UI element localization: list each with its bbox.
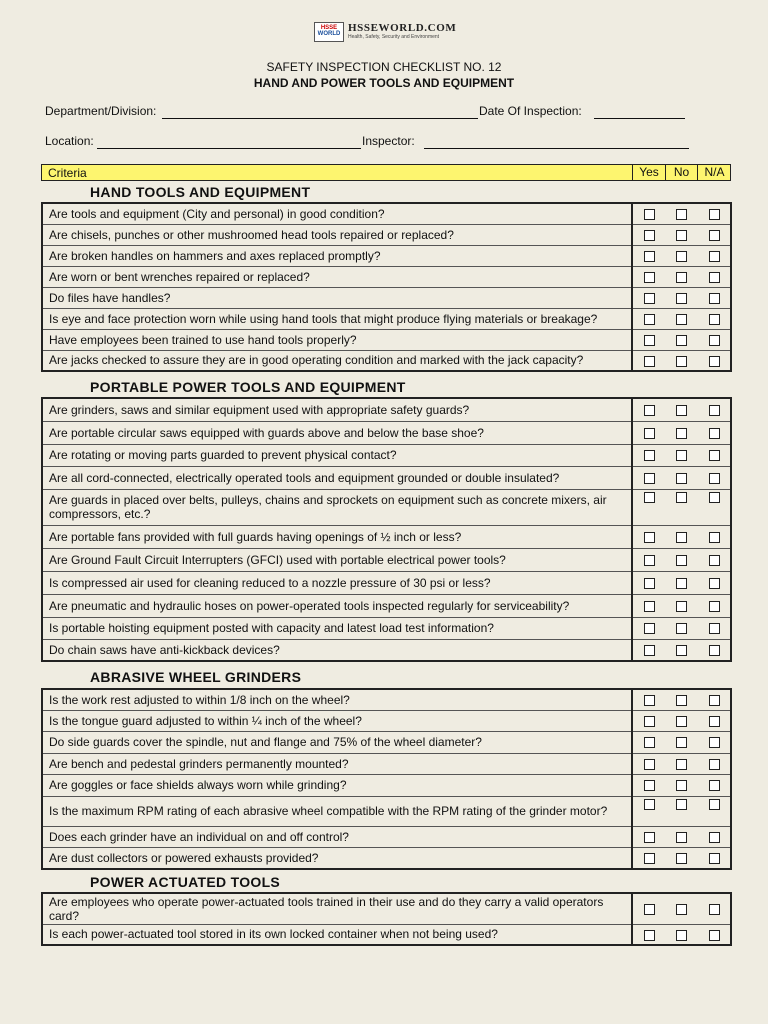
na-checkbox[interactable] xyxy=(709,578,720,589)
question-text: Are portable circular saws equipped with guards above and below the base shoe? xyxy=(42,421,632,444)
table-row xyxy=(42,525,731,548)
inspector-label: Inspector: xyxy=(362,134,415,148)
table-row xyxy=(42,571,731,594)
na-checkbox[interactable] xyxy=(709,272,720,283)
yes-checkbox[interactable] xyxy=(644,832,655,843)
date-label: Date Of Inspection: xyxy=(479,104,582,118)
no-checkbox[interactable] xyxy=(676,251,687,262)
section-title: HAND TOOLS AND EQUIPMENT xyxy=(90,184,311,200)
page-title: SAFETY INSPECTION CHECKLIST NO. 12 xyxy=(266,60,502,74)
table-row xyxy=(42,548,731,571)
question-text: Are chisels, punches or other mushroomed head tools repaired or replaced? xyxy=(42,224,632,245)
na-checkbox[interactable] xyxy=(709,645,720,656)
yes-checkbox[interactable] xyxy=(644,356,655,367)
department-field[interactable] xyxy=(162,118,478,119)
checklist-table xyxy=(41,892,732,946)
criteria-label: Criteria xyxy=(48,166,87,180)
no-checkbox[interactable] xyxy=(676,293,687,304)
na-checkbox[interactable] xyxy=(709,532,720,543)
section-title: PORTABLE POWER TOOLS AND EQUIPMENT xyxy=(90,379,406,395)
table-row xyxy=(42,753,731,774)
criteria-header xyxy=(41,164,731,181)
table-row xyxy=(42,203,731,224)
no-checkbox[interactable] xyxy=(676,904,687,915)
na-checkbox[interactable] xyxy=(709,450,720,461)
no-checkbox[interactable] xyxy=(676,356,687,367)
yes-checkbox[interactable] xyxy=(644,492,655,503)
table-row xyxy=(42,893,731,924)
department-label: Department/Division: xyxy=(45,104,157,118)
table-row xyxy=(42,774,731,796)
table-row xyxy=(42,731,731,753)
no-checkbox[interactable] xyxy=(676,450,687,461)
checklist-table xyxy=(41,688,732,870)
yes-checkbox[interactable] xyxy=(644,759,655,770)
no-checkbox[interactable] xyxy=(676,492,687,503)
na-checkbox[interactable] xyxy=(709,473,720,484)
no-checkbox[interactable] xyxy=(676,759,687,770)
question-text: Is eye and face protection worn while using hand tools that might produce flying materials or breakage? xyxy=(42,308,632,329)
yes-checkbox[interactable] xyxy=(644,716,655,727)
na-checkbox[interactable] xyxy=(709,251,720,262)
no-checkbox[interactable] xyxy=(676,230,687,241)
na-checkbox[interactable] xyxy=(709,695,720,706)
table-row xyxy=(42,421,731,444)
question-text: Are pneumatic and hydraulic hoses on power-operated tools inspected regularly for serviceability? xyxy=(42,594,632,617)
question-text: Does each grinder have an individual on and off control? xyxy=(42,826,632,847)
date-field[interactable] xyxy=(594,118,685,119)
yes-checkbox[interactable] xyxy=(644,695,655,706)
no-checkbox[interactable] xyxy=(676,716,687,727)
yes-checkbox[interactable] xyxy=(644,930,655,941)
table-row xyxy=(42,245,731,266)
no-checkbox[interactable] xyxy=(676,780,687,791)
table-row xyxy=(42,924,731,945)
question-text: Are portable fans provided with full guards having openings of ½ inch or less? xyxy=(42,525,632,548)
na-checkbox[interactable] xyxy=(709,405,720,416)
na-checkbox[interactable] xyxy=(709,759,720,770)
question-text: Are employees who operate power-actuated tools trained in their use and do they carry a valid operators card? xyxy=(42,893,632,924)
table-row xyxy=(42,266,731,287)
question-text: Are bench and pedestal grinders permanently mounted? xyxy=(42,753,632,774)
question-text: Do side guards cover the spindle, nut and flange and 75% of the wheel diameter? xyxy=(42,731,632,753)
na-checkbox[interactable] xyxy=(709,737,720,748)
no-checkbox[interactable] xyxy=(676,695,687,706)
location-field[interactable] xyxy=(97,148,361,149)
no-checkbox[interactable] xyxy=(676,209,687,220)
table-row xyxy=(42,308,731,329)
table-row xyxy=(42,444,731,466)
table-row xyxy=(42,796,731,826)
table-row xyxy=(42,489,731,525)
na-checkbox[interactable] xyxy=(709,492,720,503)
question-text: Are dust collectors or powered exhausts provided? xyxy=(42,847,632,869)
table-row xyxy=(42,689,731,710)
yes-checkbox[interactable] xyxy=(644,428,655,439)
yes-checkbox[interactable] xyxy=(644,335,655,346)
question-text: Is the work rest adjusted to within 1/8 inch on the wheel? xyxy=(42,689,632,710)
question-text: Is the tongue guard adjusted to within ¼ inch of the wheel? xyxy=(42,710,632,731)
question-text: Are goggles or face shields always worn while grinding? xyxy=(42,774,632,796)
question-text: Are jacks checked to assure they are in good operating condition and marked with the jack capacity? xyxy=(42,350,632,371)
question-text: Are worn or bent wrenches repaired or replaced? xyxy=(42,266,632,287)
question-text: Are broken handles on hammers and axes replaced promptly? xyxy=(42,245,632,266)
no-checkbox[interactable] xyxy=(676,601,687,612)
section-title: POWER ACTUATED TOOLS xyxy=(90,874,281,890)
na-checkbox[interactable] xyxy=(709,428,720,439)
no-checkbox[interactable] xyxy=(676,532,687,543)
no-checkbox[interactable] xyxy=(676,473,687,484)
table-row xyxy=(42,826,731,847)
no-checkbox[interactable] xyxy=(676,799,687,810)
yes-checkbox[interactable] xyxy=(644,293,655,304)
question-text: Are rotating or moving parts guarded to prevent physical contact? xyxy=(42,444,632,466)
no-checkbox[interactable] xyxy=(676,428,687,439)
table-row xyxy=(42,398,731,421)
yes-checkbox[interactable] xyxy=(644,601,655,612)
na-checkbox[interactable] xyxy=(709,623,720,634)
table-row xyxy=(42,594,731,617)
yes-checkbox[interactable] xyxy=(644,314,655,325)
yes-checkbox[interactable] xyxy=(644,578,655,589)
question-text: Do chain saws have anti-kickback devices? xyxy=(42,639,632,661)
no-checkbox[interactable] xyxy=(676,405,687,416)
na-checkbox[interactable] xyxy=(709,293,720,304)
question-text: Are tools and equipment (City and personal) in good condition? xyxy=(42,203,632,224)
question-text: Are grinders, saws and similar equipment used with appropriate safety guards? xyxy=(42,398,632,421)
no-checkbox[interactable] xyxy=(676,578,687,589)
table-row xyxy=(42,350,731,371)
inspector-field[interactable] xyxy=(424,148,689,149)
no-checkbox[interactable] xyxy=(676,853,687,864)
na-checkbox[interactable] xyxy=(709,799,720,810)
location-label: Location: xyxy=(45,134,94,148)
na-checkbox[interactable] xyxy=(709,209,720,220)
yes-checkbox[interactable] xyxy=(644,450,655,461)
table-row xyxy=(42,847,731,869)
no-checkbox[interactable] xyxy=(676,272,687,283)
question-text: Do files have handles? xyxy=(42,287,632,308)
table-row xyxy=(42,287,731,308)
no-checkbox[interactable] xyxy=(676,832,687,843)
yes-checkbox[interactable] xyxy=(644,645,655,656)
na-checkbox[interactable] xyxy=(709,780,720,791)
table-row xyxy=(42,710,731,731)
yes-checkbox[interactable] xyxy=(644,473,655,484)
no-checkbox[interactable] xyxy=(676,737,687,748)
yes-checkbox[interactable] xyxy=(644,853,655,864)
na-checkbox[interactable] xyxy=(709,853,720,864)
question-text: Have employees been trained to use hand tools properly? xyxy=(42,329,632,350)
na-checkbox[interactable] xyxy=(709,555,720,566)
logo-name: HSSEWORLD.COM xyxy=(348,22,457,34)
table-row xyxy=(42,466,731,489)
yes-checkbox[interactable] xyxy=(644,904,655,915)
na-checkbox[interactable] xyxy=(709,356,720,367)
question-text: Are guards in placed over belts, pulleys, chains and sprockets on equipment such as concrete mixers, air compressors, etc.? xyxy=(42,489,632,525)
question-text: Is portable hoisting equipment posted with capacity and latest load test information? xyxy=(42,617,632,639)
yes-checkbox[interactable] xyxy=(644,272,655,283)
yes-checkbox[interactable] xyxy=(644,251,655,262)
no-checkbox[interactable] xyxy=(676,645,687,656)
table-row xyxy=(42,617,731,639)
na-checkbox[interactable] xyxy=(709,832,720,843)
yes-checkbox[interactable] xyxy=(644,623,655,634)
na-checkbox[interactable] xyxy=(709,230,720,241)
table-row xyxy=(42,639,731,661)
na-checkbox[interactable] xyxy=(709,601,720,612)
yes-column-label: Yes xyxy=(632,165,665,180)
page-subtitle: HAND AND POWER TOOLS AND EQUIPMENT xyxy=(253,76,515,90)
table-row xyxy=(42,224,731,245)
no-column-label: No xyxy=(665,165,697,180)
no-checkbox[interactable] xyxy=(676,623,687,634)
hsseworld-logo xyxy=(314,22,457,44)
yes-checkbox[interactable] xyxy=(644,737,655,748)
na-column-label: N/A xyxy=(697,165,731,180)
logo-tagline: Health, Safety, Security and Environment xyxy=(348,34,440,40)
question-text: Is each power-actuated tool stored in its own locked container when not being used? xyxy=(42,924,632,945)
table-row xyxy=(42,329,731,350)
yes-checkbox[interactable] xyxy=(644,799,655,810)
no-checkbox[interactable] xyxy=(676,335,687,346)
checklist-table xyxy=(41,202,732,372)
question-text: Is the maximum RPM rating of each abrasive wheel compatible with the RPM rating of the grinder motor? xyxy=(42,796,632,826)
na-checkbox[interactable] xyxy=(709,930,720,941)
na-checkbox[interactable] xyxy=(709,335,720,346)
na-checkbox[interactable] xyxy=(709,716,720,727)
yes-checkbox[interactable] xyxy=(644,230,655,241)
checklist-table xyxy=(41,397,732,662)
na-checkbox[interactable] xyxy=(709,904,720,915)
no-checkbox[interactable] xyxy=(676,555,687,566)
yes-checkbox[interactable] xyxy=(644,209,655,220)
yes-checkbox[interactable] xyxy=(644,555,655,566)
yes-checkbox[interactable] xyxy=(644,780,655,791)
question-text: Is compressed air used for cleaning reduced to a nozzle pressure of 30 psi or less? xyxy=(42,571,632,594)
yes-checkbox[interactable] xyxy=(644,532,655,543)
section-title: ABRASIVE WHEEL GRINDERS xyxy=(90,669,302,685)
no-checkbox[interactable] xyxy=(676,930,687,941)
yes-checkbox[interactable] xyxy=(644,405,655,416)
na-checkbox[interactable] xyxy=(709,314,720,325)
question-text: Are Ground Fault Circuit Interrupters (GFCI) used with portable electrical power tools? xyxy=(42,548,632,571)
logo-badge: HSSE WORLD xyxy=(314,22,344,42)
no-checkbox[interactable] xyxy=(676,314,687,325)
question-text: Are all cord-connected, electrically operated tools and equipment grounded or double insulated? xyxy=(42,466,632,489)
